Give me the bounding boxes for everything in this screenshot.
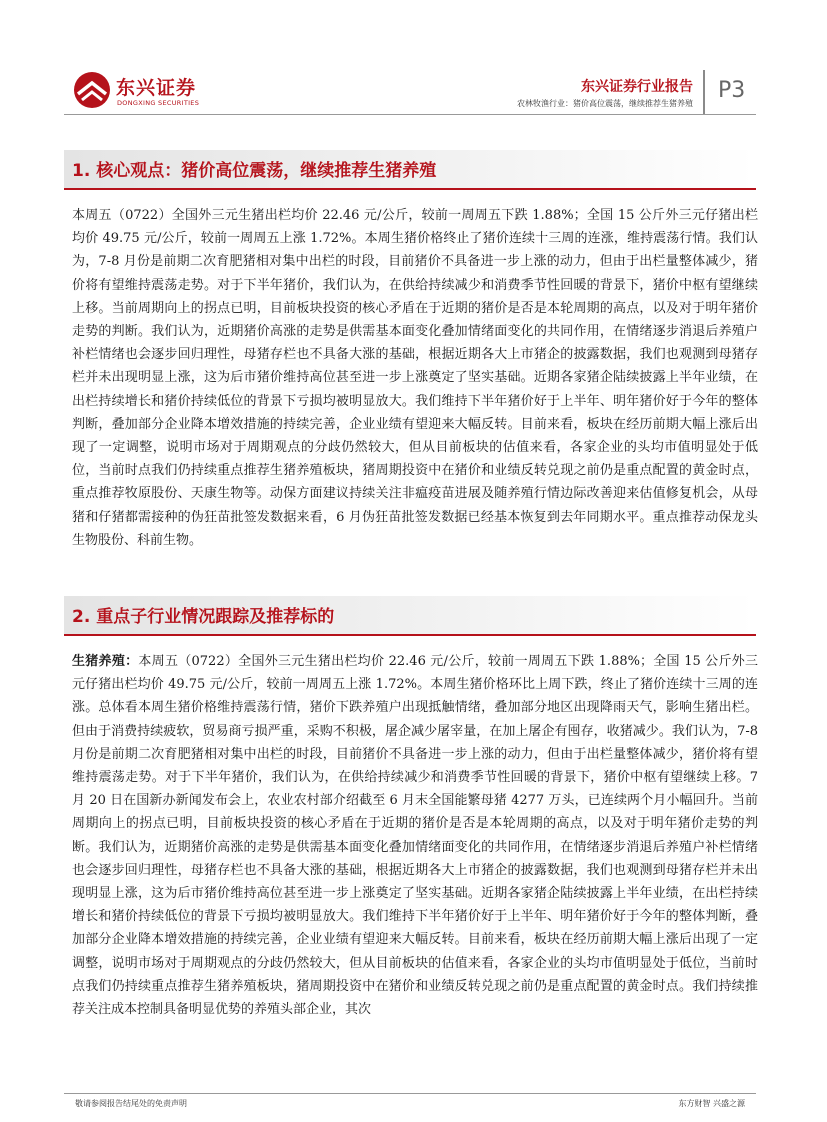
logo-english-name: DONGXING SECURITIES	[117, 99, 200, 107]
report-subtitle: 农林牧渔行业：猪价高位震荡，继续推荐生猪养殖	[517, 99, 693, 108]
page-number: P3	[718, 78, 746, 103]
header-rule	[64, 114, 756, 115]
section-1-title: 1. 核心观点：猪价高位震荡，继续推荐生猪养殖	[64, 150, 756, 190]
company-logo-icon	[72, 70, 112, 110]
section-2-body: 本周五（0722）全国外三元生猪出栏均价 22.46 元/公斤，较前一周周五下跌 1.88%；全国 15 公斤外三元仔猪出栏均价 49.75 元/公斤，较前一周周五上涨 1.72%。本周生猪价格环比上周下跌，终止了猪价连续十三周的连涨。总体看本周生猪价格维持震荡行情，猪价下跌养殖户出现抵触情绪，叠加部分地区出现降雨天气，影响生猪出栏。但由于消费持续疲软，贸易商亏损严重，采购不积极，屠企减少屠宰量，在加上屠企有囤存，收猪减少。我们认为，7-8 月份是前期二次育肥猪相对集中出栏的时段，目前猪价不具备进一步上涨的动力，但由于出栏量整体减少，猪价将有望维持震荡走势。对于下半年猪价，我们认为，在供给持续减少和消费季节性回暖的背景下，猪价中枢有望继续上移。7 月 20 日在国新办新闻发布会上，农业农村部介绍截至 6 月末全国能繁母猪 4277 万头，已连续两个月小幅回升。当前周期向上的拐点已明，目前板块投资的核心矛盾在于近期的猪价是否是本轮周期的高点，以及对于明年猪价走势的判断。我们认为，近期猪价高涨的走势是供需基本面变化叠加情绪面变化的共同作用，在情绪逐步消退后养殖户补栏情绪也会逐步回归理性，母猪存栏也不具备大涨的基础，根据近期各大上市猪企的披露数据，我们也观测到母猪存栏并未出现明显上涨，这为后市猪价维持高位甚至进一步上涨奠定了坚实基础。近期各家猪企陆续披露上半年业绩，在出栏持续增长和猪价持续低位的背景下亏损均被明显放大。我们维持下半年猪价好于上半年、明年猪价好于今年的整体判断，叠加部分企业降本增效措施的持续完善，企业业绩有望迎来大幅反转。目前来看，板块在经历前期大幅上涨后出现了一定调整，说明市场对于周期观点的分歧仍然较大，但从目前板块的估值来看，各家企业的头均市值明显处于低位，当前时点我们仍持续重点推荐生猪养殖板块，猪周期投资中在猪价和业绩反转兑现之前仍是重点配置的黄金时点。我们持续推荐关注成本控制具备明显优势的养殖头部企业，其次	[72, 654, 758, 1018]
company-slogan: 东方财智 兴盛之源	[678, 1099, 745, 1108]
company-logo	[72, 70, 207, 112]
footer-rule	[64, 1093, 756, 1094]
logo-name: 东兴证券	[116, 77, 197, 99]
section-2-lead: 生猪养殖：	[72, 654, 139, 669]
section-2-paragraph	[72, 650, 758, 1021]
section-1-paragraph: 本周五（0722）全国外三元生猪出栏均价 22.46 元/公斤，较前一周周五下跌 1.88%；全国 15 公斤外三元仔猪出栏均价 49.75 元/公斤，较前一周周五上涨 1.72%。本周生猪价格终止了猪价连续十三周的连涨，维持震荡行情。我们认为，7-8 月份是前期二次育肥猪相对集中出栏的时段，目前猪价不具备进一步上涨的动力，但由于出栏量整体减少，猪价将有望维持震荡走势。对于下半年猪价，我们认为，在供给持续减少和消费季节性回暖的背景下，猪价中枢有望继续上移。当前周期向上的拐点已明，目前板块投资的核心矛盾在于近期的猪价是否是本轮周期的高点，以及对于明年猪价走势的判断。我们认为，近期猪价高涨的走势是供需基本面变化叠加情绪面变化的共同作用，在情绪逐步消退后养殖户补栏情绪也会逐步回归理性，母猪存栏也不具备大涨的基础，根据近期各大上市猪企的披露数据，我们也观测到母猪存栏并未出现明显上涨，这为后市猪价维持高位甚至进一步上涨奠定了坚实基础。近期各家猪企陆续披露上半年业绩，在出栏持续增长和猪价持续低位的背景下亏损均被明显放大。我们维持下半年猪价好于上半年、明年猪价好于今年的整体判断，叠加部分企业降本增效措施的持续完善，企业业绩有望迎来大幅反转。目前来看，板块在经历前期大幅上涨后出现了一定调整，说明市场对于周期观点的分歧仍然较大，但从目前板块的估值来看，各家企业的头均市值明显处于低位，当前时点我们仍持续重点推荐生猪养殖板块，猪周期投资中在猪价和业绩反转兑现之前仍是重点配置的黄金时点，重点推荐牧原股份、天康生物等。动保方面建议持续关注非瘟疫苗进展及随养殖行情边际改善迎来估值修复机会，从母猪和仔猪都需接种的伪狂苗批签发数据来看，6 月伪狂苗批签发数据已经基本恢复到去年同期水平。重点推荐动保龙头生物股份、科前生物。	[72, 208, 758, 548]
report-title: 东兴证券行业报告	[581, 79, 693, 95]
header-separator	[703, 70, 705, 114]
disclaimer-note: 敬请参阅报告结尾处的免责声明	[75, 1099, 187, 1108]
section-2-title: 2. 重点子行业情况跟踪及推荐标的	[64, 596, 756, 636]
